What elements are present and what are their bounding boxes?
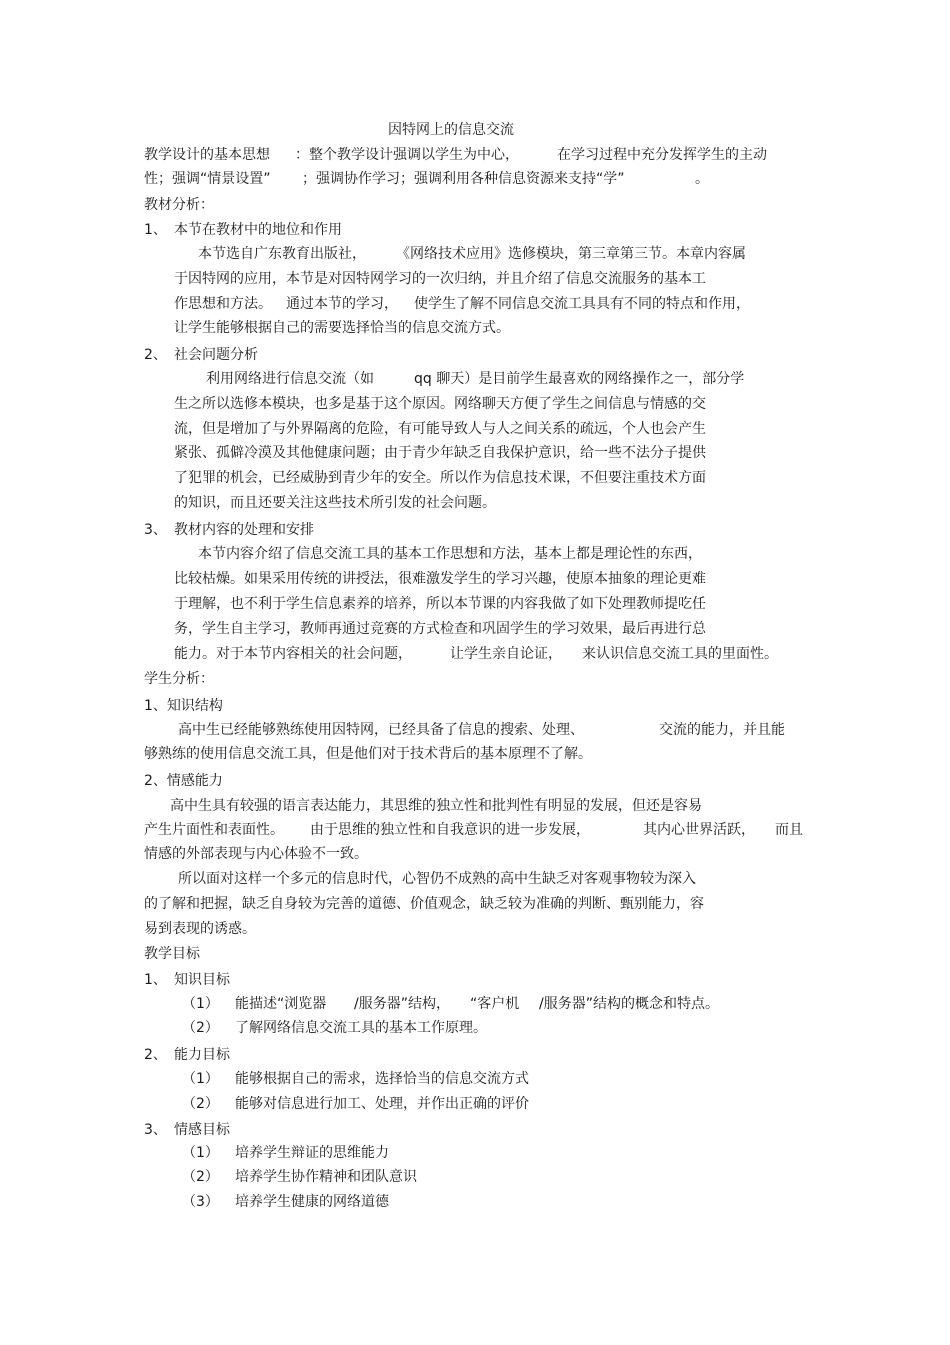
paragraph-line: 由于思维的独立性和自我意识的进一步发展， — [310, 822, 590, 838]
section-heading: 教材分析： — [144, 197, 214, 213]
item-number: （2） — [182, 1020, 219, 1036]
paragraph-line: 作思想和方法。 — [174, 296, 272, 312]
page-title: 因特网上的信息交流 — [388, 122, 514, 138]
paragraph-line: 务，学生自主学习，教师再通过竞赛的方式检查和巩固学生的学习效果，最后再进行总 — [174, 621, 706, 637]
intro-text: 性；强调“情景设置” — [144, 171, 271, 187]
paragraph-line: 来认识信息交流工具的里面性。 — [582, 646, 778, 662]
subsection-title: 1、知识结构 — [144, 698, 223, 714]
subsection-title: 本节在教材中的地位和作用 — [174, 222, 342, 238]
paragraph-line: 的了解和把握，缺乏自身较为完善的道德、价值观念，缺乏较为准确的判断、甄别能力，容 — [144, 896, 704, 912]
list-number: 2、 — [144, 1047, 167, 1063]
paragraph-line: 高中生已经能够熟练使用因特网，已经具备了信息的搜索、处理、 — [178, 722, 584, 738]
paragraph-line: 于因特网的应用，本节是对因特网学习的一次归纳，并且介绍了信息交流服务的基本工 — [174, 271, 706, 287]
paragraph-line: 生之所以选修本模块，也多是基于这个原因。网络聊天方便了学生之间信息与情感的交 — [174, 396, 706, 412]
intro-text: 在学习过程中充分发挥学生的主动 — [557, 147, 767, 163]
paragraph-line: 了犯罪的机会，已经威胁到青少年的安全。所以作为信息技术课，不但要注重技术方面 — [174, 470, 706, 486]
subsection-title: 知识目标 — [174, 972, 230, 988]
paragraph-line: 情感的外部表现与内心体验不一致。 — [144, 846, 368, 862]
list-number: 1、 — [144, 222, 167, 238]
paragraph-line: 让学生能够根据自己的需要选择恰当的信息交流方式。 — [174, 320, 510, 336]
subsection-title: 社会问题分析 — [174, 347, 258, 363]
paragraph-line: 其内心世界活跃， — [643, 822, 755, 838]
section-heading: 学生分析： — [144, 671, 214, 687]
item-number: （1） — [182, 1071, 219, 1087]
list-item: /服务器”结构， — [354, 996, 450, 1012]
list-item: 能够根据自己的需求，选择恰当的信息交流方式 — [235, 1071, 529, 1087]
paragraph-line: 流，但是增加了与外界隔离的危险，有可能导致人与人之间关系的疏远，个人也会产生 — [174, 421, 706, 437]
item-number: （1） — [182, 996, 219, 1012]
list-item: 培养学生辩证的思维能力 — [235, 1145, 389, 1161]
paragraph-line: 通过本节的学习， — [286, 296, 398, 312]
intro-text: 。 — [695, 171, 709, 187]
intro-text: ；强调协作学习；强调利用各种信息资源来支持“学” — [302, 171, 625, 187]
paragraph-line: 利用网络进行信息交流（如 — [206, 371, 374, 387]
list-item: 能够对信息进行加工、处理，并作出正确的评价 — [235, 1096, 529, 1112]
item-number: （2） — [182, 1096, 219, 1112]
subsection-title: 2、情感能力 — [144, 773, 223, 789]
list-item: 了解网络信息交流工具的基本工作原理。 — [235, 1020, 487, 1036]
paragraph-line: 紧张、孤僻冷漠及其他健康问题；由于青少年缺乏自我保护意识，给一些不法分子提供 — [174, 445, 706, 461]
paragraph-line: 交流的能力，并且能 — [659, 722, 785, 738]
intro-label: 教学设计的基本思想 — [144, 147, 270, 163]
item-number: （2） — [182, 1169, 219, 1185]
paragraph-line: qq 聊天）是目前学生最喜欢的网络操作之一，部分学 — [414, 371, 745, 387]
list-number: 3、 — [144, 522, 167, 538]
list-item: “客户机 — [470, 996, 520, 1012]
paragraph-line: 于理解，也不利于学生信息素养的培养，所以本节课的内容我做了如下处理教师提吃任 — [174, 596, 706, 612]
paragraph-line: 使学生了解不同信息交流工具具有不同的特点和作用， — [414, 296, 750, 312]
paragraph-line: 够熟练的使用信息交流工具，但是他们对于技术背后的基本原理不了解。 — [144, 746, 592, 762]
subsection-title: 能力目标 — [174, 1047, 230, 1063]
paragraph-line: 能力。对于本节内容相关的社会问题， — [174, 646, 412, 662]
paragraph-line: 而且 — [775, 822, 803, 838]
paragraph-line: 本节内容介绍了信息交流工具的基本工作思想和方法，基本上都是理论性的东西， — [198, 546, 702, 562]
list-number: 1、 — [144, 972, 167, 988]
item-number: （1） — [182, 1145, 219, 1161]
section-heading: 教学目标 — [144, 946, 200, 962]
paragraph-line: 产生片面性和表面性。 — [144, 822, 284, 838]
paragraph-line: 《网络技术应用》选修模块，第三章第三节。本章内容属 — [396, 246, 746, 262]
paragraph-line: 比较枯燥。如果采用传统的讲授法，很难激发学生的学习兴趣，使原本抽象的理论更难 — [174, 571, 706, 587]
list-number: 3、 — [144, 1122, 167, 1138]
list-number: 2、 — [144, 347, 167, 363]
paragraph-line: 的知识，而且还要关注这些技术所引发的社会问题。 — [174, 495, 496, 511]
paragraph-line: 易到表现的诱惑。 — [144, 921, 256, 937]
list-item: 能描述“浏览器 — [235, 996, 327, 1012]
intro-text: ：整个教学设计强调以学生为中心， — [295, 147, 519, 163]
list-item: 培养学生健康的网络道德 — [235, 1194, 389, 1210]
list-item: 培养学生协作精神和团队意识 — [235, 1169, 417, 1185]
paragraph-line: 高中生具有较强的语言表达能力，其思维的独立性和批判性有明显的发展，但还是容易 — [170, 798, 702, 814]
item-number: （3） — [182, 1194, 219, 1210]
list-item: /服务器”结构的概念和特点。 — [539, 996, 719, 1012]
paragraph-line: 让学生亲自论证， — [450, 646, 562, 662]
subsection-title: 教材内容的处理和安排 — [174, 522, 314, 538]
subsection-title: 情感目标 — [174, 1122, 230, 1138]
paragraph-line: 本节选自广东教育出版社， — [198, 246, 366, 262]
paragraph-line: 所以面对这样一个多元的信息时代，心智仍不成熟的高中生缺乏对客观事物较为深入 — [178, 871, 696, 887]
